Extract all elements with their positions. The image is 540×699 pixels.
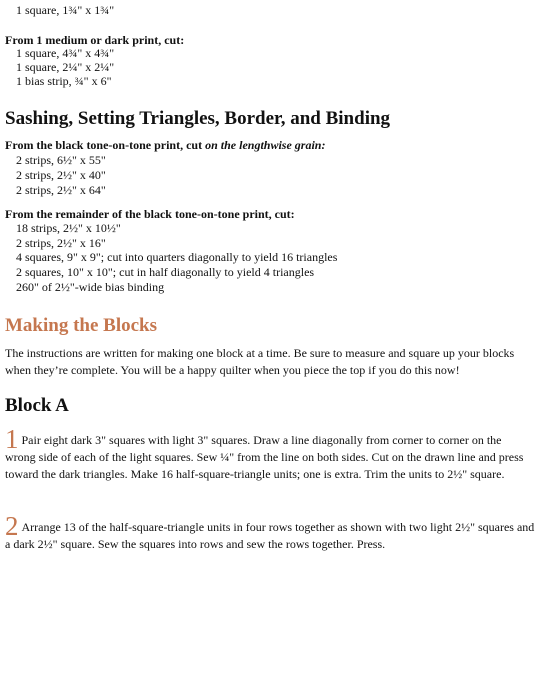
cut-list-item: 260" of 2½"-wide bias binding <box>16 280 165 294</box>
cut-list-item: 2 strips, 6½" x 55" <box>16 153 106 167</box>
cut-list-item: 2 strips, 2½" x 64" <box>16 183 106 197</box>
step-text: Pair eight dark 3" squares with light 3" squares. Draw a line diagonally from corner to corner on the wrong side of each of the light squares. Sew ¼" from the line on both sides. Cut on the drawn line and press toward the dark triangles. Make 16 half-square-triangle units; one is extra. Trim the units to 2½" square. <box>5 433 524 481</box>
remainder-heading: From the remainder of the black tone-on-tone print, cut: <box>5 207 295 221</box>
cut-list-item: 1 bias strip, ¾" x 6" <box>16 74 112 88</box>
step-number: 1 <box>5 424 19 454</box>
step-number: 2 <box>5 511 19 541</box>
cut-list-item: 1 square, 2¼" x 2¼" <box>16 60 115 74</box>
making-blocks-intro: The instructions are written for making one block at a time. Be sure to measure and square up your blocks when they’re complete. You will be a happy quilter when you piece the top if you do this now! <box>5 346 515 377</box>
cut-list-item: 2 strips, 2½" x 16" <box>16 236 106 250</box>
cut-list-item: 2 squares, 10" x 10"; cut in half diagonally to yield 4 triangles <box>16 265 315 279</box>
step-text: Arrange 13 of the half-square-triangle units in four rows together as shown with two light 2½" squares and a dark 2½" square. Sew the squares into rows and sew the rows together. Press. <box>5 520 535 551</box>
black-print-heading-text: From the black tone-on-tone print, cut <box>5 138 206 152</box>
making-blocks-heading: Making the Blocks <box>5 315 158 336</box>
cut-list-item: 4 squares, 9" x 9"; cut into quarters diagonally to yield 16 triangles <box>16 250 338 264</box>
block-a-step-2 <box>5 511 535 553</box>
cut-list-item: 2 strips, 2½" x 40" <box>16 168 106 182</box>
carry-over-cut-item: 1 square, 1¾" x 1¾" <box>16 3 115 17</box>
cut-list-item: 18 strips, 2½" x 10½" <box>16 221 121 235</box>
black-print-heading-italic: on the lengthwise grain: <box>205 138 326 152</box>
block-a-step-1 <box>5 424 535 483</box>
cut-list-item: 1 square, 4¾" x 4¾" <box>16 46 115 60</box>
medium-print-heading: From 1 medium or dark print, cut: <box>5 33 185 47</box>
block-a-heading: Block A <box>5 395 69 416</box>
sashing-section-heading: Sashing, Setting Triangles, Border, and Binding <box>5 108 391 129</box>
black-print-heading <box>5 138 325 152</box>
